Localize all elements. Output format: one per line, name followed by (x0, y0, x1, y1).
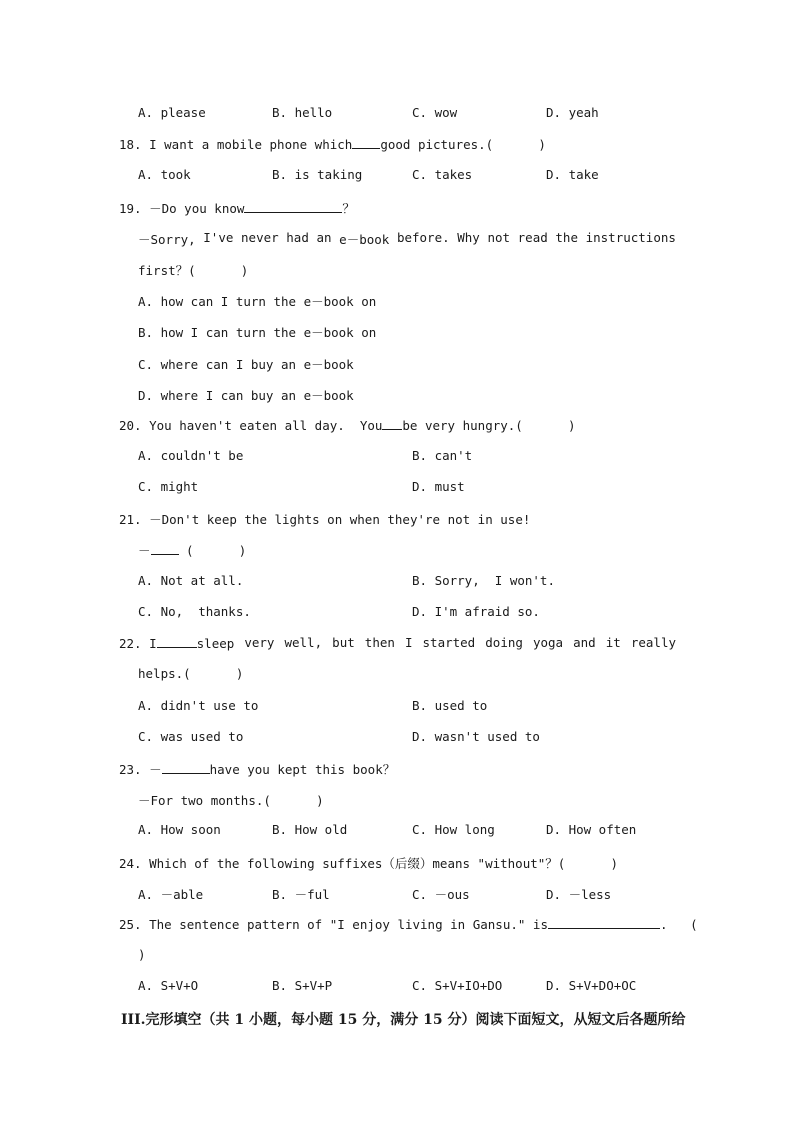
q18-option-d: D. take (546, 167, 599, 182)
question-20 (119, 417, 576, 433)
q21-reply: － ( ) (138, 543, 247, 558)
question-24 (119, 854, 618, 872)
question-number: 23. (119, 762, 142, 777)
question-text-end: . ( (659, 917, 698, 932)
q23-option-d: D. How often (546, 822, 637, 837)
q19-option-a: A. how can I turn the e－book on (138, 294, 377, 309)
question-text: －Don't keep the lights on when they're not in use! (149, 512, 531, 527)
q20-option-a: A. couldn't be (138, 448, 244, 463)
question-text-end: be very hungry.( ) (402, 418, 576, 433)
q22-option-c: C. was used to (138, 729, 244, 744)
question-number: 19. (119, 201, 142, 216)
q25-option-a: A. S+V+O (138, 978, 199, 993)
q25-option-b: B. S+V+P (272, 978, 333, 993)
question-text: The sentence pattern of "I enjoy living in Gansu." is (149, 917, 548, 932)
question-text-end: ？ (342, 201, 355, 216)
question-21 (119, 510, 530, 528)
answer-blank (162, 761, 210, 774)
q17-option-d: D. yeah (546, 105, 599, 120)
q25-continued: ) (138, 947, 146, 962)
q21-option-d: D. I'm afraid so. (412, 604, 540, 619)
q19-option-d: D. where I can buy an e－book (138, 388, 354, 403)
q17-option-a: A. please (138, 105, 206, 120)
question-number: 24. (119, 856, 142, 871)
q22-continued: helps.( ) (138, 666, 244, 681)
q23-reply: －For two months.( ) (138, 793, 324, 808)
answer-blank (151, 542, 179, 555)
answer-blank (157, 635, 197, 648)
q18-option-a: A. took (138, 167, 191, 182)
question-number: 22. (119, 636, 142, 651)
q24-option-c: C. －ous (412, 887, 470, 902)
q22-option-d: D. wasn't used to (412, 729, 540, 744)
q19-reply: －Sorry, I've never had an e－book before. Why not read the instructions (138, 230, 676, 247)
question-18 (119, 136, 546, 152)
question-text: You haven't eaten all day. You (149, 418, 383, 433)
question-text: Which of the following suffixes（后缀）means "without"？( ) (149, 856, 618, 871)
q21-option-b: B. Sorry, I won't. (412, 573, 555, 588)
q23-option-b: B. How old (272, 822, 348, 837)
q24-option-b: B. －ful (272, 887, 330, 902)
q20-option-c: C. might (138, 479, 199, 494)
answer-blank (382, 417, 402, 430)
question-text: －Do you know (149, 201, 245, 216)
q25-option-c: C. S+V+IO+DO (412, 978, 503, 993)
q18-option-c: C. takes (412, 167, 473, 182)
q21-option-a: A. Not at all. (138, 573, 244, 588)
q23-option-a: A. How soon (138, 822, 221, 837)
q22-option-a: A. didn't use to (138, 698, 259, 713)
q19-option-c: C. where can I buy an e－book (138, 357, 354, 372)
q19-reply-continued: first？( ) (138, 263, 249, 278)
q20-option-d: D. must (412, 479, 465, 494)
question-25 (119, 916, 698, 932)
question-number: 21. (119, 512, 142, 527)
answer-blank (548, 916, 660, 929)
question-text-end: good pictures.( ) (380, 137, 546, 152)
q21-option-c: C. No, thanks. (138, 604, 251, 619)
question-22: 22. I sleep very well, but then I started doing yoga and it really (119, 635, 676, 651)
q20-option-b: B. can't (412, 448, 473, 463)
q24-option-d: D. －less (546, 887, 612, 902)
q17-option-c: C. wow (412, 105, 458, 120)
q18-option-b: B. is taking (272, 167, 363, 182)
question-text: have you kept this book？ (209, 762, 396, 777)
answer-blank (352, 136, 380, 149)
q17-option-b: B. hello (272, 105, 333, 120)
q24-option-a: A. －able (138, 887, 204, 902)
section-heading: III.完形填空（共 1 小题，每小题 15 分，满分 15 分）阅读下面短文，从短文后各题所给 (121, 1012, 686, 1028)
question-number: 25. (119, 917, 142, 932)
q19-option-b: B. how I can turn the e－book on (138, 325, 377, 340)
q23-option-c: C. How long (412, 822, 495, 837)
question-19 (119, 199, 355, 217)
question-number: 18. (119, 137, 142, 152)
q22-option-b: B. used to (412, 698, 488, 713)
answer-blank (244, 200, 342, 213)
question-23: 23. － have you kept this book？ (119, 762, 396, 777)
q25-option-d: D. S+V+DO+OC (546, 978, 637, 993)
question-text: I want a mobile phone which (149, 137, 353, 152)
question-number: 20. (119, 418, 142, 433)
